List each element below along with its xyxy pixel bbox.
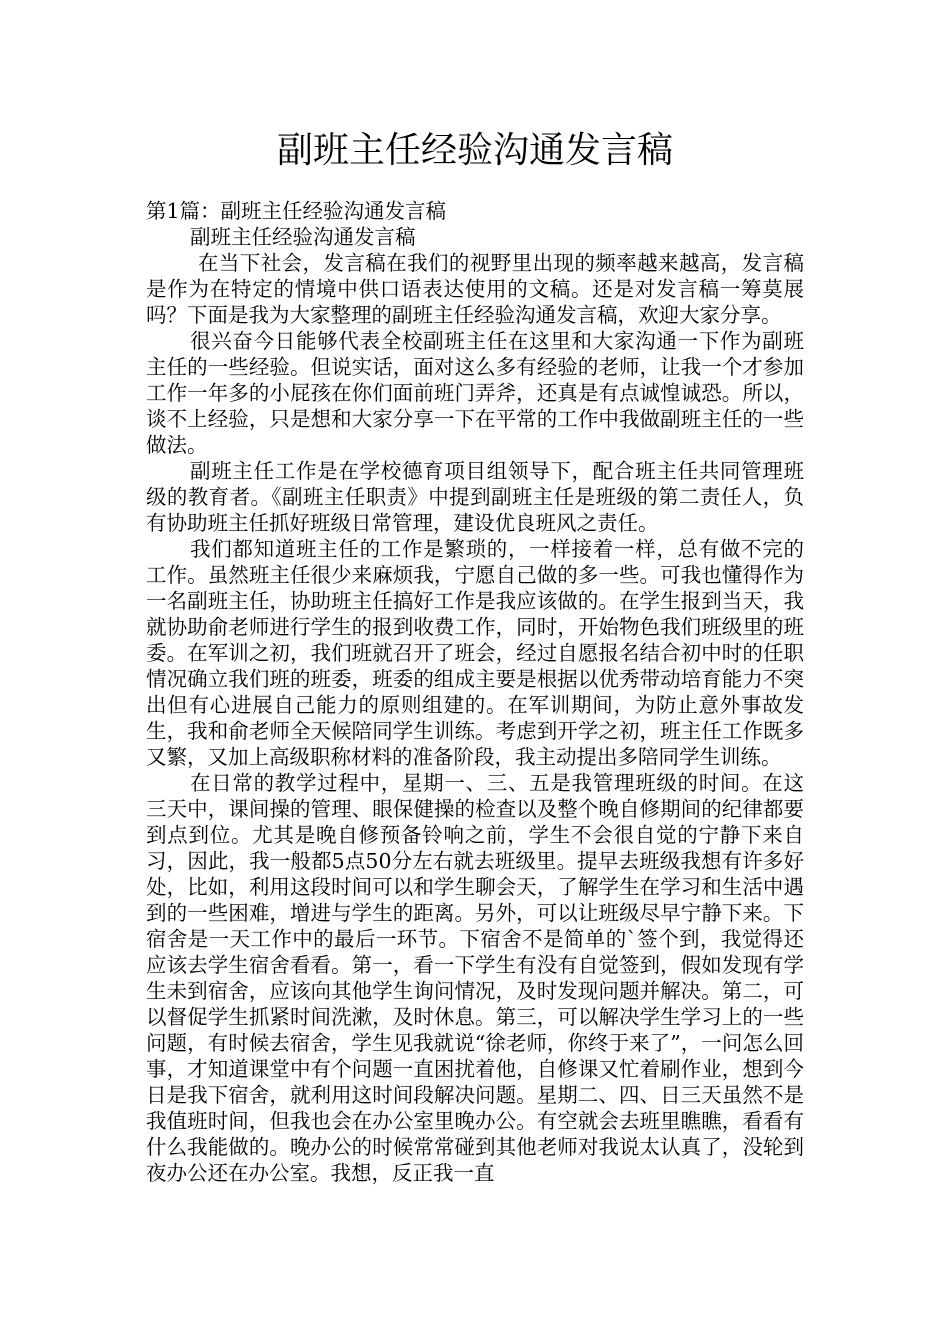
section-heading: 第1篇：副班主任经验沟通发言稿 [146, 199, 447, 223]
paragraph: 很兴奋今日能够代表全校副班主任在这里和大家沟通一下作为副班主任的一些经验。但说实话，面对这么多有经验的老师，让我一个才参加工作一年多的小屁孩在你们面前班门弄斧，还真是有点诚惶诚恐。所以，谈不上经验，只是想和大家分享一下在平常的工作中我做副班主任的一些做法。 [146, 329, 804, 457]
paragraph: 在日常的教学过程中，星期一、三、五是我管理班级的时间。在这三天中，课间操的管理、眼保健操的检查以及整个晚自修期间的纪律都要到点到位。尤其是晚自修预备铃响之前，学生不会很自觉的宁静下来自习，因此，我一般都5点50分左右就去班级里。提早去班级我想有许多好处，比如，利用这段时间可以和学生聊会天，了解学生在学习和生活中遇到的一些困难，增进与学生的距离。另外，可以让班级尽早宁静下来。下宿舍是一天工作中的最后一环节。下宿舍不是简单的`签个到，我觉得还应该去学生宿舍看看。第一，看一下学生有没有自觉签到，假如发现有学生未到宿舍，应该向其他学生询问情况，及时发现问题并解决。第二，可以督促学生抓紧时间洗漱，及时休息。第三，可以解决学生学习上的一些问题，有时候去宿舍，学生见我就说“徐老师，你终于来了”，一问怎么回事，才知道课堂中有个问题一直困扰着他，自修课又忙着刷作业，想到今日是我下宿舍，就利用这时间段解决问题。星期二、四、日三天虽然不是我值班时间，但我也会在办公室里晚办公。有空就会去班里瞧瞧，看看有什么我能做的。晚办公的时候常常碰到其他老师对我说太认真了，没轮到夜办公还在办公室。我想，反正我一直 [146, 771, 804, 1185]
document-title: 副班主任经验沟通发言稿 [276, 130, 673, 171]
paragraph: 在当下社会，发言稿在我们的视野里出现的频率越来越高，发言稿是作为在特定的情境中供口语表达使用的文稿。还是对发言稿一筹莫展吗？下面是我为大家整理的副班主任经验沟通发言稿，欢迎大家分享。 [146, 251, 804, 327]
paragraph: 副班主任工作是在学校德育项目组领导下，配合班主任共同管理班级的教育者。《副班主任职责》中提到副班主任是班级的第二责任人，负有协助班主任抓好班级日常管理，建设优良班风之责任。 [146, 459, 804, 535]
document-body [146, 198, 804, 1186]
paragraph: 我们都知道班主任的工作是繁琐的，一样接着一样，总有做不完的工作。虽然班主任很少来麻烦我，宁愿自己做的多一些。可我也懂得作为一名副班主任，协助班主任搞好工作是我应该做的。在学生报到当天，我就协助俞老师进行学生的报到收费工作，同时，开始物色我们班级里的班委。在军训之初，我们班就召开了班会，经过自愿报名结合初中时的任职情况确立我们班的班委，班委的组成主要是根据以优秀带动培育能力不突出但有心进展自己能力的原则组建的。在军训期间，为防止意外事故发生，我和俞老师全天候陪同学生训练。考虑到开学之初，班主任工作既多又繁，又加上高级职称材料的准备阶段，我主动提出多陪同学生训练。 [146, 537, 804, 769]
sub-heading: 副班主任经验沟通发言稿 [190, 225, 416, 249]
